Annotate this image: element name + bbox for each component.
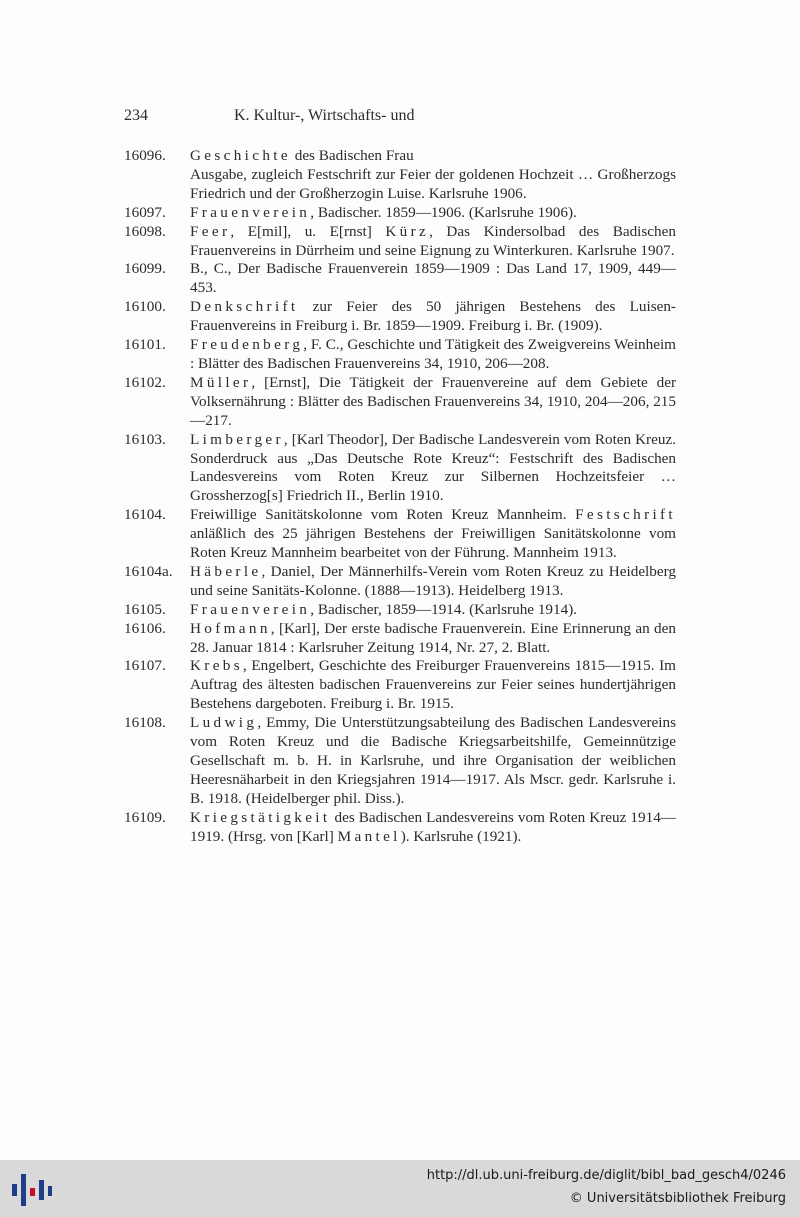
entry-number: 16098.	[124, 222, 166, 240]
entry-number: 16107.	[124, 657, 166, 675]
entry-description: des Badischen Frau	[290, 147, 414, 164]
entry-description: , [Karl Theodor], Der Badische Landesverein vom Roten Kreuz. Sonderdruck aus „Das Deutsche Rote Kreuz“: Festschrift des Badischen Landesvereins vom Roten Kreuz zur Silbernen Hochzeitsfeier … Grossherzog[s] Friedrich II., Berlin 1910.	[190, 430, 676, 505]
bibliography-entry	[124, 431, 676, 507]
entry-spaced-term: Kriegstätigkeit	[190, 808, 331, 826]
entry-number: 16108.	[124, 714, 166, 732]
running-title: K. Kultur-, Wirtschafts- und	[234, 107, 415, 124]
entry-spaced-term: Denkschrift	[190, 298, 299, 316]
entry-description: , [Karl], Der erste badische Frauenverein. Eine Erinnerung an den 28. Januar 1814 : Karlsruher Zeitung 1914, Nr. 27, 2. Blatt.	[190, 619, 676, 656]
entry-text	[190, 563, 676, 601]
bibliography-entry	[124, 563, 676, 601]
entry-spaced-term: Freudenberg	[190, 336, 304, 354]
entry-description: Freiwillige Sanitätskolonne vom Roten Kreuz Mannheim.	[190, 506, 576, 524]
entry-text	[190, 374, 676, 431]
entry-spaced-term: Limberger	[190, 430, 284, 448]
entry-text	[190, 260, 676, 298]
library-logo-icon	[10, 1170, 54, 1210]
entry-description: , Das Kindersolbad des Badischen Frauenvereins in Dürrheim und seine Eignung zu Winterkuren. Karlsruhe 1907.	[190, 222, 676, 259]
entry-text	[190, 601, 676, 620]
entry-number: 16106.	[124, 619, 166, 637]
entry-text	[190, 147, 676, 204]
entry-description: zur Feier des 50 jährigen Bestehens des Luisen-Frauenvereins in Freiburg i. Br. 1859—1909. Freiburg i. Br. (1909).	[190, 298, 676, 335]
entry-spaced-term: Mantel	[337, 827, 401, 845]
entry-text	[190, 809, 676, 847]
entry-spaced-term: Kürz	[385, 222, 430, 240]
copyright-notice: © Universitätsbibliothek Freiburg	[569, 1191, 786, 1206]
entry-text	[190, 336, 676, 374]
bibliography-list	[124, 147, 676, 847]
viewer-footer	[0, 1160, 800, 1217]
entry-spaced-term: Festschrift	[575, 506, 676, 524]
entry-text	[190, 620, 676, 658]
entry-spaced-term: Ludwig	[190, 714, 258, 732]
entry-text	[190, 506, 676, 563]
bibliography-entry	[124, 506, 676, 563]
entry-text	[190, 431, 676, 507]
bibliography-entry	[124, 601, 676, 620]
page-header	[124, 106, 684, 126]
entry-number: 16101.	[124, 336, 166, 354]
entry-text	[190, 714, 676, 809]
bibliography-entry	[124, 809, 676, 847]
entry-description: , Daniel, Der Männerhilfs-Verein vom Roten Kreuz zu Heidelberg und seine Sanitäts-Kolonne. (1888—1913). Heidelberg 1913.	[190, 562, 676, 599]
entry-number: 16097.	[124, 203, 166, 221]
entry-spaced-term: Müller	[190, 373, 252, 391]
entry-text	[190, 204, 676, 223]
entry-description: , E[mil], u. E[rnst]	[230, 222, 386, 240]
bibliography-entry	[124, 620, 676, 658]
entry-continuation: Ausgabe, zugleich Festschrift zur Feier der goldenen Hochzeit … Großherzogs Friedrich und der Großherzogin Luise. Karlsruhe 1906.	[190, 165, 676, 202]
bibliography-entry	[124, 657, 676, 714]
entry-number: 16096.	[124, 147, 166, 164]
entry-spaced-term: Frauenverein	[190, 203, 311, 221]
entry-number: 16102.	[124, 373, 166, 391]
entry-number: 16104a.	[124, 562, 173, 580]
entry-spaced-term: Krebs	[190, 657, 243, 675]
entry-description: , [Ernst], Die Tätigkeit der Frauenvereine auf dem Gebiete der Volksernährung : Blätter des Badischen Frauenvereins 34, 1910, 204—206, 215—217.	[190, 373, 676, 429]
entry-description: des Badischen Landesvereins vom Roten Kreuz 1914—1919. (Hrsg. von [Karl]	[190, 808, 676, 845]
entry-description: , Badischer, 1859—1914. (Karlsruhe 1914).	[310, 600, 578, 618]
entry-spaced-term: Frauenverein	[190, 600, 311, 618]
bibliography-entry	[124, 260, 676, 298]
entry-text	[190, 298, 676, 336]
source-url[interactable]: http://dl.ub.uni-freiburg.de/diglit/bibl_bad_gesch4/0246	[426, 1168, 786, 1183]
entry-spaced-term: Hofmann	[190, 619, 271, 637]
entry-number: 16100.	[124, 298, 166, 316]
bibliography-entry	[124, 374, 676, 431]
entry-spaced-term: Feer	[190, 222, 231, 240]
entry-text	[190, 223, 676, 261]
bibliography-entry	[124, 204, 676, 223]
bibliography-entry	[124, 336, 676, 374]
bibliography-entry	[124, 147, 676, 204]
page-number: 234	[124, 107, 148, 124]
entry-number: 16105.	[124, 600, 166, 618]
bibliography-entry	[124, 298, 676, 336]
bibliography-entry	[124, 223, 676, 261]
entry-description: ). Karlsruhe (1921).	[400, 827, 522, 845]
entry-spaced-term: Häberle	[190, 562, 262, 580]
entry-description: , Engelbert, Geschichte des Freiburger Frauenvereins 1815—1915. Im Auftrag des ältesten badischen Frauenvereins zur Feier seines hundertjährigen Bestehens dargeboten. Freiburg i. Br. 1915.	[190, 657, 676, 713]
entry-number: 16104.	[124, 506, 166, 524]
entry-number: 16103.	[124, 430, 166, 448]
entry-description: anläßlich des 25 jährigen Bestehens der Freiwilligen Sanitätskolonne vom Roten Kreuz Mannheim bearbeitet von der Führung. Mannheim 1913.	[190, 525, 676, 562]
entry-number: 16109.	[124, 808, 166, 826]
entry-description: , Emmy, Die Unterstützungsabteilung des Badischen Landesvereins vom Roten Kreuz und die Badische Kriegsarbeitshilfe, Gemeinnützige Gesellschaft m. b. H. in Karlsruhe, und ihre Organisation der weiblichen Heeresnäharbeit in den Kriegsjahren 1914—1917. Als Mscr. gedr. Karlsruhe i. B. 1918. (Heidelberger phil. Diss.).	[190, 714, 676, 807]
entry-spaced-term: Geschichte	[190, 147, 291, 164]
bibliography-entry	[124, 714, 676, 809]
entry-number: 16099.	[124, 260, 166, 278]
entry-description: , Badischer. 1859—1906. (Karlsruhe 1906).	[310, 203, 577, 221]
entry-description: B., C., Der Badische Frauenverein 1859—1909 : Das Land 17, 1909, 449—453.	[190, 260, 676, 297]
entry-text	[190, 657, 676, 714]
entry-description: , F. C., Geschichte und Tätigkeit des Zweigvereins Weinheim : Blätter des Badischen Frauenvereins 34, 1910, 206—208.	[190, 336, 676, 372]
